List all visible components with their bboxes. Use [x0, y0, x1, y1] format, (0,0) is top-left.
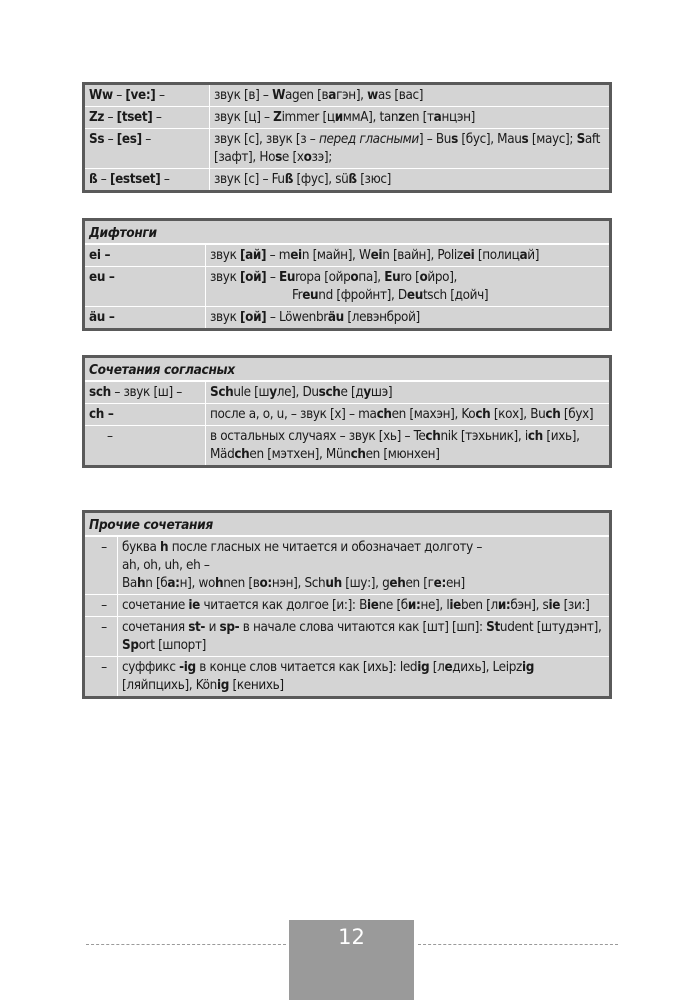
table-row: [84, 657, 611, 698]
page-number-box: [289, 920, 414, 1000]
table-row: [84, 129, 611, 169]
row-value: звук [ой] – Europa [ойропа], Euro [ойро], Freund [фройнт], Deutsch [дойч]: [206, 267, 611, 307]
table-row: [84, 244, 611, 267]
row-value: звук [ц] – Zimmer [циммА], tanzen [танцэн]: [210, 107, 611, 129]
table-header-row: [84, 220, 611, 245]
row-key: –: [84, 536, 118, 595]
row-key: –: [84, 426, 206, 467]
table-header: Дифтонги: [84, 220, 611, 245]
row-value: буква h после гласных не читается и обозначает долготу – ah, oh, uh, eh – Bahn [ба:н], wohnen [во:нэн], Schuh [шу:], gehen [ге:ен]: [118, 536, 611, 595]
table-other-combinations: [82, 510, 612, 699]
row-value: звук [ай] – mein [майн], Wein [вайн], Polizei [полицай]: [206, 244, 611, 267]
table-diphthongs: [82, 218, 612, 331]
row-key: Ss – [es] –: [84, 129, 210, 169]
table-row: [84, 84, 611, 107]
table-header-row: [84, 357, 611, 382]
row-key: ch –: [84, 404, 206, 426]
row-key: –: [84, 657, 118, 698]
row-key: –: [84, 617, 118, 657]
row-key: ei –: [84, 244, 206, 267]
table-row: [84, 404, 611, 426]
table-row: [84, 595, 611, 617]
row-value: сочетания st- и sp- в начале слова читаются как [шт] [шп]: Student [штудэнт], Sport [шпорт]: [118, 617, 611, 657]
row-key: äu –: [84, 307, 206, 330]
table-row: [84, 426, 611, 467]
row-value: Schule [шуле], Dusche [душэ]: [206, 381, 611, 404]
table-row: [84, 536, 611, 595]
row-key: Zz – [tset] –: [84, 107, 210, 129]
table-row: [84, 267, 611, 307]
row-value: звук [в] – Wagen [вагэн], was [вас]: [210, 84, 611, 107]
row-key: sch – звук [ш] –: [84, 381, 206, 404]
row-value: звук [ой] – Löwenbräu [левэнброй]: [206, 307, 611, 330]
table-row: [84, 617, 611, 657]
row-key: –: [84, 595, 118, 617]
table-row: [84, 307, 611, 330]
footer-divider-right: [418, 944, 618, 945]
footer-divider-left: [86, 944, 286, 945]
table-row: [84, 381, 611, 404]
row-value: звук [с] – Fuß [фус], süß [зюс]: [210, 169, 611, 192]
table-header: Прочие сочетания: [84, 512, 611, 537]
table-header-row: [84, 512, 611, 537]
page-number: 12: [338, 925, 365, 949]
row-key: ß – [estset] –: [84, 169, 210, 192]
row-value: сочетание ie читается как долгое [и:]: Biene [би:не], lieben [ли:бэн], sie [зи:]: [118, 595, 611, 617]
row-value: суффикс -ig в конце слов читается как [ихь]: ledig [ледихь], Leipzig [ляйпцихь], König [кенихь]: [118, 657, 611, 698]
table-row: [84, 107, 611, 129]
table-letters: [82, 82, 612, 193]
row-key: Ww – [ve:] –: [84, 84, 210, 107]
row-value: после a, o, u, – звук [х] – machen [махэн], Koch [кох], Buch [бух]: [206, 404, 611, 426]
row-value: звук [с], звук [з – перед гласными] – Bus [бус], Maus [маус]; Saft [зафт], Hose [хозэ];: [210, 129, 611, 169]
table-header: Сочетания согласных: [84, 357, 611, 382]
row-value: в остальных случаях – звук [хь] – Technik [тэхьник], ich [ихь], Mädchen [мэтхен], München [мюнхен]: [206, 426, 611, 467]
table-row: [84, 169, 611, 192]
row-key: eu –: [84, 267, 206, 307]
table-consonant-combinations: [82, 355, 612, 468]
